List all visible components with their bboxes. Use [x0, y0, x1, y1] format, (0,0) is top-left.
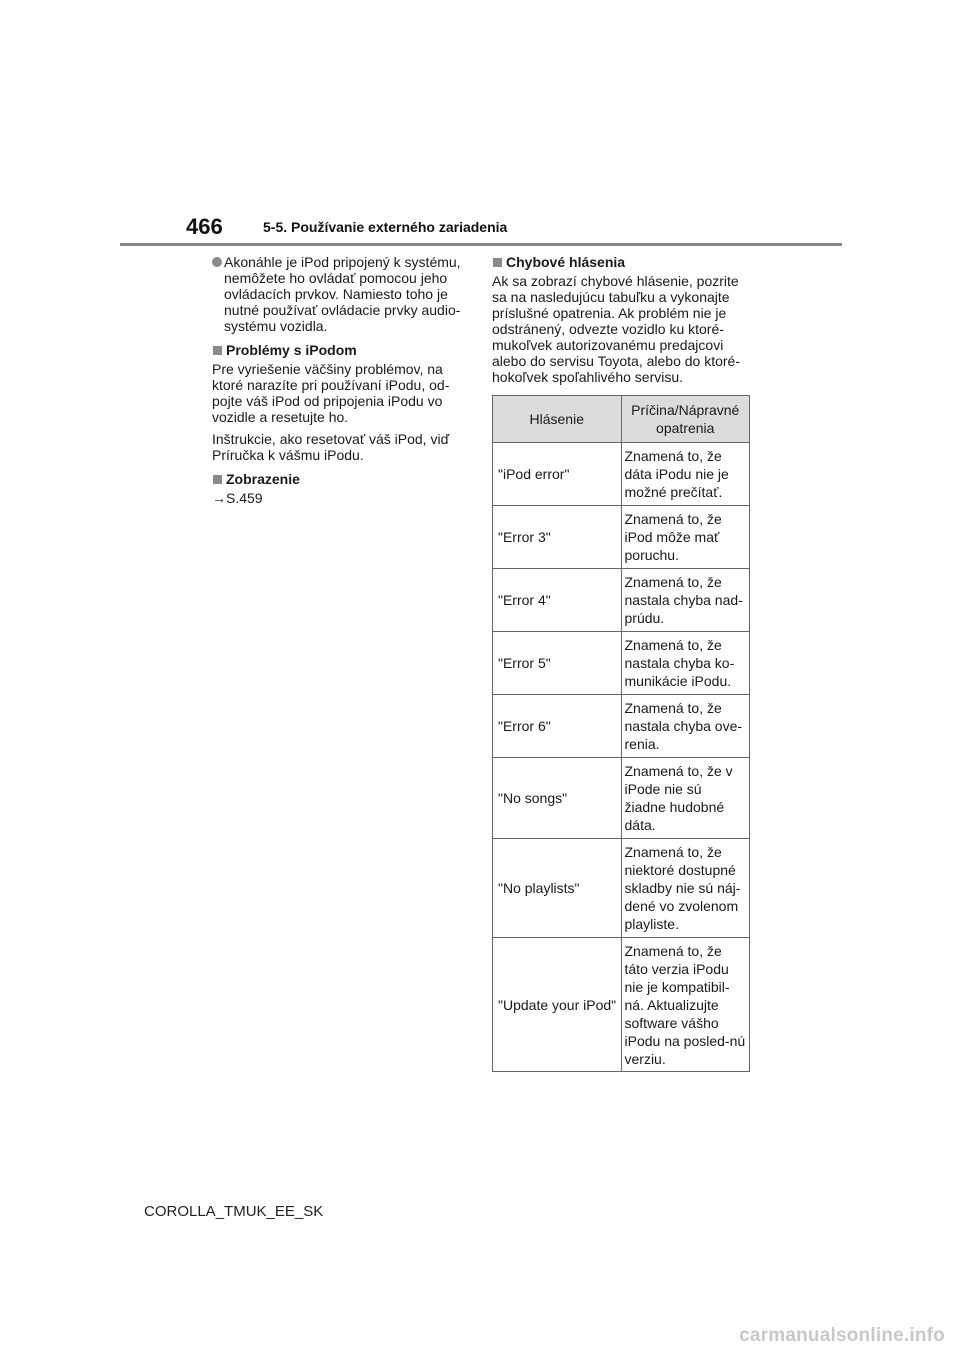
row-cause: Znamená to, že dáta iPodu nie je možné prečítať. [621, 443, 750, 506]
problems-text-1: Pre vyriešenie väčšiny problémov, na ktoré narazíte pri používaní iPodu, od-pojte váš iPod od pripojenia iPodu vo vozidle a resetujte ho. [212, 361, 450, 425]
problems-heading-label: Problémy s iPodom [226, 342, 357, 358]
section-title: 5-5. Používanie externého zariadenia [263, 219, 508, 235]
row-message: "Error 6" [493, 695, 622, 758]
row-message: "Error 5" [493, 632, 622, 695]
errors-heading [492, 254, 754, 270]
footer-doc-code: COROLLA_TMUK_EE_SK [144, 1203, 324, 1220]
row-message: "Error 3" [493, 506, 622, 569]
square-bullet-icon [213, 346, 222, 355]
display-ref-text: S.459 [226, 490, 263, 506]
table-header-row [493, 396, 750, 443]
problems-text-2: Inštrukcie, ako resetovať váš iPod, viď Príručka k vášmu iPodu. [212, 431, 450, 463]
bullet-dot-icon [212, 257, 222, 267]
page-number: 466 [186, 214, 223, 239]
table-row [493, 839, 750, 938]
table-row [493, 695, 750, 758]
row-message: "No playlists" [493, 839, 622, 938]
errors-intro: Ak sa zobrazí chybové hlásenie, pozrite sa na nasledujúcu tabuľku a vykonajte príslušné opatrenia. Ak problém nie je odstránený, odvezte vozidlo ku ktoré-mukoľvek autorizovanému predajcovi alebo do servisu Toyota, alebo do ktoré-hokoľvek spoľahlivého servisu. [492, 273, 741, 385]
row-cause: Znamená to, že nastala chyba nad-prúdu. [621, 569, 750, 632]
display-heading-label: Zobrazenie [226, 471, 300, 487]
row-cause: Znamená to, že niektoré dostupné skladby nie sú náj-dené vo zvolenom playliste. [621, 839, 750, 938]
square-bullet-icon [493, 258, 502, 267]
row-message: "iPod error" [493, 443, 622, 506]
errors-heading-label: Chybové hlásenia [506, 254, 626, 270]
row-cause: Znamená to, že iPod môže mať poruchu. [621, 506, 750, 569]
display-reference[interactable] [212, 490, 474, 506]
error-messages-table [492, 395, 750, 1072]
table-row [493, 758, 750, 839]
square-bullet-icon [213, 475, 222, 484]
arrow-right-icon: → [212, 490, 226, 506]
row-cause: Znamená to, že nastala chyba ko-munikácie iPodu. [621, 632, 750, 695]
table-row [493, 506, 750, 569]
table-row [493, 569, 750, 632]
table-row [493, 632, 750, 695]
table-row [493, 443, 750, 506]
row-cause: Znamená to, že táto verzia iPodu nie je kompatibil-ná. Aktualizujte software vášho iPodu na posled-nú verziu. [621, 938, 750, 1072]
problems-heading [212, 342, 474, 358]
bullet-paragraph [212, 254, 474, 334]
left-column [212, 254, 474, 506]
row-message: "Error 4" [493, 569, 622, 632]
header-cause: Príčina/Nápravné opatrenia [621, 396, 750, 443]
header-rule [120, 243, 842, 246]
row-cause: Znamená to, že nastala chyba ove-renia. [621, 695, 750, 758]
bullet-text: Akonáhle je iPod pripojený k systému, nemôžete ho ovládať pomocou jeho ovládacích prvkov. Namiesto toho je nutné používať ovládacie prvky audio-systému vozidla. [224, 254, 461, 334]
row-message: "Update your iPod" [493, 938, 622, 1072]
header-message: Hlásenie [493, 396, 622, 443]
right-column [492, 254, 754, 1072]
row-cause: Znamená to, že v iPode nie sú žiadne hudobné dáta. [621, 758, 750, 839]
watermark: carmanualsonline.info [739, 1325, 945, 1346]
table-row [493, 938, 750, 1072]
row-message: "No songs" [493, 758, 622, 839]
display-heading [212, 471, 474, 487]
